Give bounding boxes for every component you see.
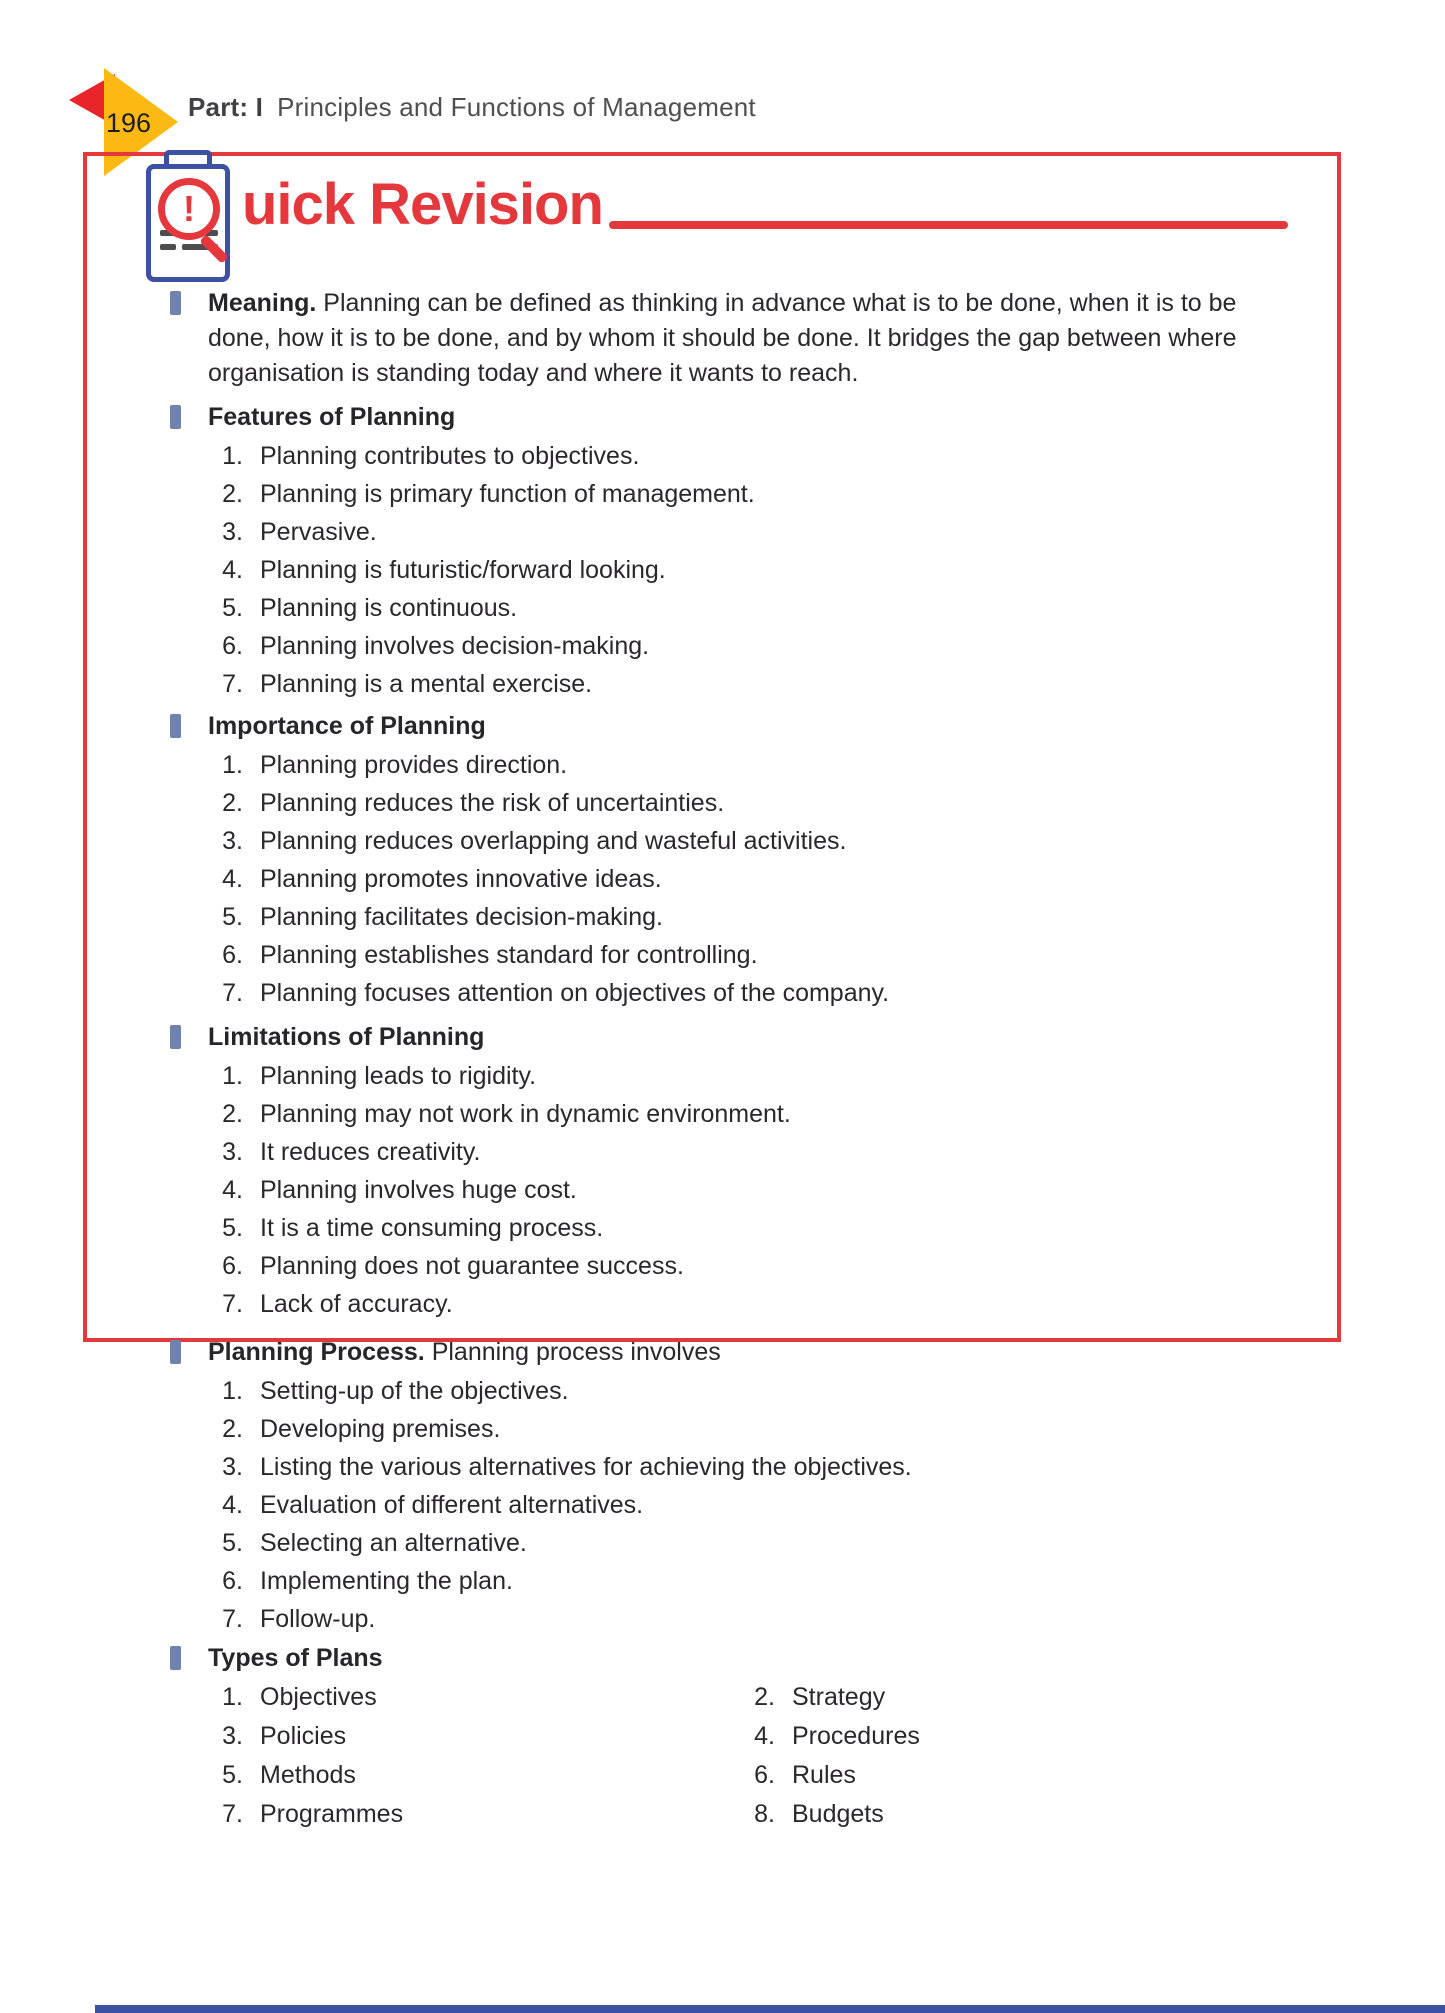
list-item-text: Planning contributes to objectives. bbox=[260, 442, 640, 470]
list-item bbox=[170, 439, 1445, 474]
list-item bbox=[170, 629, 1445, 664]
section-features bbox=[170, 400, 1445, 435]
types-row bbox=[170, 1797, 1445, 1832]
list-item-text: Lack of accuracy. bbox=[260, 1290, 453, 1318]
types-cell bbox=[170, 1680, 710, 1715]
list-item-text: Setting-up of the objectives. bbox=[260, 1377, 569, 1405]
types-row bbox=[170, 1719, 1445, 1754]
title-line bbox=[242, 172, 1288, 237]
list-item-number: 6. bbox=[222, 632, 243, 660]
section-limitations bbox=[170, 1020, 1445, 1055]
list-item-number: 1. bbox=[222, 1377, 243, 1405]
list-item bbox=[170, 1211, 1445, 1246]
list-item-text: Procedures bbox=[792, 1722, 920, 1750]
list-item-text: Planning is primary function of management. bbox=[260, 480, 755, 508]
list-item-text: Listing the various alternatives for achieving the objectives. bbox=[260, 1453, 912, 1481]
limitations-list bbox=[170, 1059, 1445, 1322]
importance-list bbox=[170, 748, 1445, 1011]
list-item bbox=[170, 786, 1445, 821]
list-item bbox=[170, 1173, 1445, 1208]
list-item-text: It reduces creativity. bbox=[260, 1138, 481, 1166]
process-list bbox=[170, 1374, 1445, 1637]
list-item-number: 5. bbox=[222, 1761, 243, 1789]
title-underline bbox=[609, 221, 1288, 229]
list-item-number: 7. bbox=[222, 1290, 243, 1318]
list-item bbox=[170, 1602, 1445, 1637]
list-item-text: Selecting an alternative. bbox=[260, 1529, 527, 1557]
list-item-text: Rules bbox=[792, 1761, 856, 1789]
process-heading bbox=[208, 1335, 721, 1370]
list-item-number: 2. bbox=[222, 789, 243, 817]
list-item-text: Pervasive. bbox=[260, 518, 377, 546]
types-row bbox=[170, 1758, 1445, 1793]
list-item-number: 1. bbox=[222, 442, 243, 470]
footer-bar bbox=[95, 2005, 1445, 2013]
list-item bbox=[170, 667, 1445, 702]
list-item-text: Evaluation of different alternatives. bbox=[260, 1491, 644, 1519]
types-list bbox=[0, 1680, 1445, 1832]
list-item-text: Planning reduces the risk of uncertainties. bbox=[260, 789, 725, 817]
list-item-number: 2. bbox=[754, 1683, 775, 1711]
list-item bbox=[170, 1526, 1445, 1561]
list-item-number: 4. bbox=[754, 1722, 775, 1750]
list-item-text: Planning focuses attention on objectives of the company. bbox=[260, 979, 890, 1007]
types-cell bbox=[710, 1797, 884, 1832]
document-magnifier-icon bbox=[146, 150, 232, 284]
list-item bbox=[170, 1374, 1445, 1409]
list-item-number: 7. bbox=[222, 670, 243, 698]
list-item-number: 4. bbox=[222, 1176, 243, 1204]
list-item-number: 7. bbox=[222, 1800, 243, 1828]
list-item-number: 4. bbox=[222, 1491, 243, 1519]
list-item-text: Budgets bbox=[792, 1800, 884, 1828]
types-row bbox=[170, 1680, 1445, 1715]
list-item bbox=[170, 591, 1445, 626]
list-item-text: Planning is a mental exercise. bbox=[260, 670, 593, 698]
list-item-number: 3. bbox=[222, 1453, 243, 1481]
list-item-number: 6. bbox=[754, 1761, 775, 1789]
list-item bbox=[170, 553, 1445, 588]
list-item-text: Objectives bbox=[260, 1683, 377, 1711]
list-item-number: 5. bbox=[222, 903, 243, 931]
list-item-number: 1. bbox=[222, 1062, 243, 1090]
list-item bbox=[170, 1412, 1445, 1447]
types-cell bbox=[170, 1719, 710, 1754]
list-item-text: Planning establishes standard for controlling. bbox=[260, 941, 758, 969]
list-item bbox=[170, 1564, 1445, 1599]
importance-heading: Importance of Planning bbox=[208, 712, 486, 740]
bullet-marker bbox=[170, 1340, 181, 1364]
list-item-text: It is a time consuming process. bbox=[260, 1214, 604, 1242]
list-item-text: Planning reduces overlapping and wasteful activities. bbox=[260, 827, 847, 855]
types-cell bbox=[170, 1758, 710, 1793]
section-process bbox=[170, 1335, 1445, 1370]
list-item bbox=[170, 900, 1445, 935]
page-number: 196 bbox=[106, 108, 152, 138]
list-item-text: Planning may not work in dynamic environment. bbox=[260, 1100, 791, 1128]
list-item bbox=[170, 976, 1445, 1011]
list-item-text: Methods bbox=[260, 1761, 356, 1789]
types-cell bbox=[710, 1758, 856, 1793]
list-item bbox=[170, 1059, 1445, 1094]
list-item bbox=[170, 1249, 1445, 1284]
bullet-marker bbox=[170, 291, 181, 315]
list-item-text: Planning facilitates decision-making. bbox=[260, 903, 663, 931]
list-item-number: 1. bbox=[222, 751, 243, 779]
list-item-number: 8. bbox=[754, 1800, 775, 1828]
list-item bbox=[170, 1135, 1445, 1170]
list-item-text: Developing premises. bbox=[260, 1415, 501, 1443]
list-item-number: 6. bbox=[222, 1567, 243, 1595]
list-item-text: Planning leads to rigidity. bbox=[260, 1062, 537, 1090]
list-item-number: 6. bbox=[222, 1252, 243, 1280]
list-item-text: Planning promotes innovative ideas. bbox=[260, 865, 662, 893]
list-item bbox=[170, 862, 1445, 897]
list-item-number: 5. bbox=[222, 594, 243, 622]
list-item bbox=[170, 1287, 1445, 1322]
list-item-text: Planning does not guarantee success. bbox=[260, 1252, 684, 1280]
process-heading-rest: Planning process involves bbox=[431, 1338, 721, 1366]
list-item-number: 7. bbox=[222, 1605, 243, 1633]
list-item bbox=[170, 515, 1445, 550]
list-item-text: Policies bbox=[260, 1722, 347, 1750]
process-heading-label: Planning Process. bbox=[208, 1338, 425, 1366]
list-item bbox=[170, 477, 1445, 512]
types-cell bbox=[170, 1797, 710, 1832]
part-label: Part: I bbox=[188, 92, 264, 122]
list-item-number: 5. bbox=[222, 1214, 243, 1242]
list-item-text: Implementing the plan. bbox=[260, 1567, 513, 1595]
limitations-heading: Limitations of Planning bbox=[208, 1023, 485, 1051]
list-item bbox=[170, 1488, 1445, 1523]
quick-revision-content bbox=[0, 148, 1445, 1836]
list-item-text: Programmes bbox=[260, 1800, 404, 1828]
magnifier-lens bbox=[158, 178, 220, 240]
list-item-number: 3. bbox=[222, 827, 243, 855]
exclamation-glyph: ! bbox=[183, 188, 195, 229]
section-importance bbox=[170, 709, 1445, 744]
types-cell bbox=[710, 1680, 885, 1715]
running-header bbox=[188, 92, 756, 123]
list-item-text: Planning involves huge cost. bbox=[260, 1176, 577, 1204]
list-item-number: 7. bbox=[222, 979, 243, 1007]
list-item-text: Planning involves decision-making. bbox=[260, 632, 650, 660]
list-item bbox=[170, 824, 1445, 859]
meaning-paragraph bbox=[208, 286, 1288, 391]
list-item-number: 3. bbox=[222, 1722, 243, 1750]
bullet-marker bbox=[170, 714, 181, 738]
part-title: Principles and Functions of Management bbox=[277, 92, 756, 122]
bullet-marker bbox=[170, 1025, 181, 1049]
list-item bbox=[170, 1097, 1445, 1132]
types-cell bbox=[710, 1719, 920, 1754]
meaning-label: Meaning. bbox=[208, 289, 317, 317]
list-item-number: 4. bbox=[222, 556, 243, 584]
section-meaning bbox=[170, 286, 1445, 391]
page-title: uick Revision bbox=[242, 172, 603, 237]
bullet-marker bbox=[170, 1646, 181, 1670]
meaning-text: Planning can be defined as thinking in advance what is to be done, when it is to be done, how it is to be done, and by whom it should be done. It bridges the gap between where organisation is standing today and where it wants to reach. bbox=[208, 289, 1237, 387]
list-item-text: Follow-up. bbox=[260, 1605, 376, 1633]
list-item-number: 2. bbox=[222, 1100, 243, 1128]
features-heading: Features of Planning bbox=[208, 403, 456, 431]
section-types bbox=[170, 1641, 1445, 1676]
quick-revision-title-row bbox=[146, 148, 1445, 286]
list-item-number: 6. bbox=[222, 941, 243, 969]
bullet-marker bbox=[170, 405, 181, 429]
list-item-text: Planning provides direction. bbox=[260, 751, 568, 779]
text-line-dash bbox=[160, 244, 176, 250]
list-item-text: Planning is continuous. bbox=[260, 594, 518, 622]
list-item bbox=[170, 748, 1445, 783]
list-item-number: 3. bbox=[222, 518, 243, 546]
list-item-number: 3. bbox=[222, 1138, 243, 1166]
list-item bbox=[170, 1450, 1445, 1485]
types-heading: Types of Plans bbox=[208, 1644, 383, 1672]
list-item-text: Strategy bbox=[792, 1683, 886, 1711]
list-item-number: 2. bbox=[222, 480, 243, 508]
list-item-number: 4. bbox=[222, 865, 243, 893]
list-item-text: Planning is futuristic/forward looking. bbox=[260, 556, 666, 584]
list-item-number: 5. bbox=[222, 1529, 243, 1557]
features-list bbox=[170, 439, 1445, 702]
list-item-number: 2. bbox=[222, 1415, 243, 1443]
list-item bbox=[170, 938, 1445, 973]
list-item-number: 1. bbox=[222, 1683, 243, 1711]
